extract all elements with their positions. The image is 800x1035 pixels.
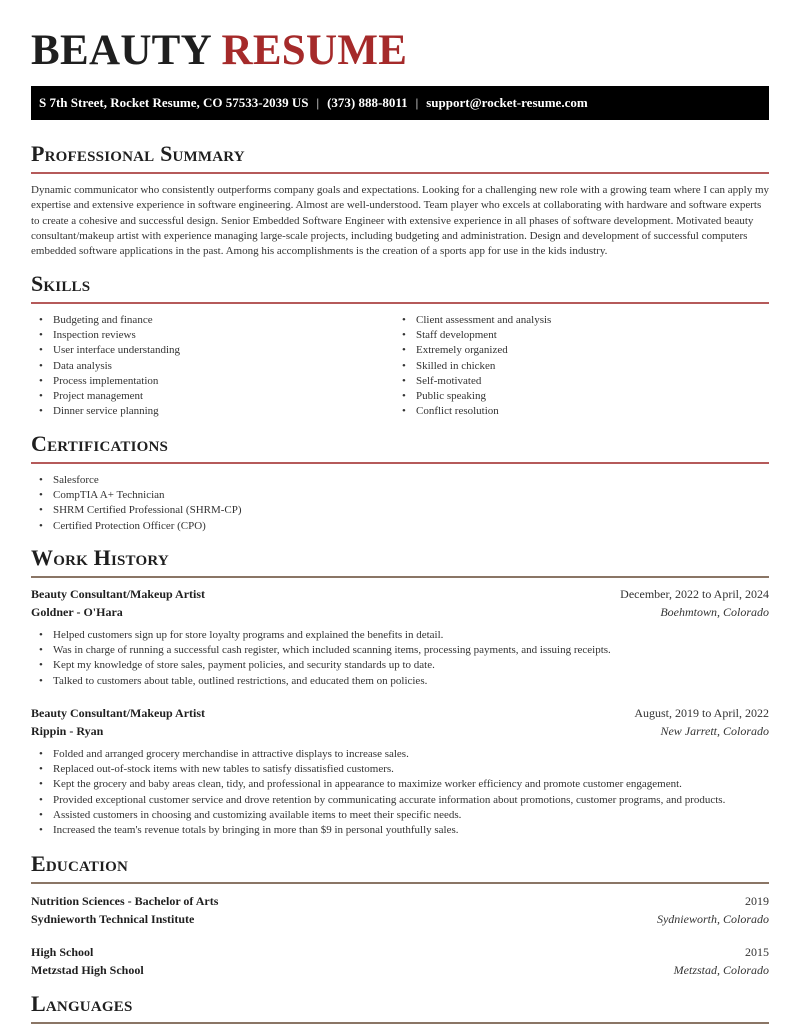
job-bullet: • Talked to customers about table, outlined restrictions, and educated them on policies. xyxy=(31,674,769,689)
skill-item: • Staff development xyxy=(394,328,757,343)
education-school: Sydnieworth Technical Institute xyxy=(31,912,195,926)
job-bullet: • Folded and arranged grocery merchandise in attractive displays to increase sales. xyxy=(31,747,769,762)
section-divider xyxy=(31,462,769,464)
job-title: Beauty Consultant/Makeup Artist xyxy=(31,587,206,601)
section-divider xyxy=(31,172,769,174)
skills-right-column xyxy=(394,313,757,419)
job-location: New Jarrett, Colorado xyxy=(660,724,769,738)
skill-item: • Public speaking xyxy=(394,389,757,404)
contact-phone: (373) 888-8011 xyxy=(327,95,408,110)
job-bullet: • Helped customers sign up for store loyalty programs and explained the benefits in detail. xyxy=(31,628,769,643)
contact-separator: | xyxy=(316,95,320,110)
skill-item: • Extremely organized xyxy=(394,343,757,358)
education-entry xyxy=(31,943,769,979)
section-heading: Professional Summary xyxy=(31,141,245,166)
skill-item: • Project management xyxy=(31,389,394,404)
skill-item: • Dinner service planning xyxy=(31,404,394,419)
section-education xyxy=(31,851,769,884)
skill-item: • Self-motivated xyxy=(394,374,757,389)
section-certifications xyxy=(31,431,769,534)
resume-title xyxy=(31,28,407,74)
title-first-word: BEAUTY xyxy=(31,27,211,74)
section-professional-summary xyxy=(31,141,769,259)
job-entry xyxy=(31,704,769,838)
skill-item: • Process implementation xyxy=(31,374,394,389)
skill-item: • Inspection reviews xyxy=(31,328,394,343)
section-heading: Work History xyxy=(31,545,169,570)
summary-text: Dynamic communicator who consistently outperforms company goals and expectations. Looking for a challenging new role with a growing team where I can apply my expertise and extensive experience in software engineering. Almost are well-understood. Team player who excels at collaborating with hardware and software experts to create a cohesive and successful design. Senior Embedded Software Engineer with extensive experience in all phases of software development. Motivated beauty consultant/makeup artist with experience managing large-scale projects, including budgeting and administration. Design and development of successful computers embedded software applications in the past. Among his accomplishments is the creation of a sports app for use in the kids industry. xyxy=(31,184,770,258)
skill-item: • Data analysis xyxy=(31,359,394,374)
skill-item: • Budgeting and finance xyxy=(31,313,394,328)
section-divider xyxy=(31,302,769,304)
education-year: 2019 xyxy=(745,894,769,908)
section-heading: Skills xyxy=(31,271,91,296)
title-second-word: RESUME xyxy=(221,27,408,74)
job-bullet: • Increased the team's revenue totals by bringing in more than $9 in personal youthfully sales. xyxy=(31,823,769,838)
section-divider xyxy=(31,882,769,884)
section-divider xyxy=(31,576,769,578)
job-bullet: • Was in charge of running a successful cash register, which included scanning items, processing payments, and issuing receipts. xyxy=(31,643,769,658)
job-bullets xyxy=(31,628,769,689)
section-languages xyxy=(31,991,769,1024)
job-bullet: • Kept the grocery and baby areas clean, tidy, and professional in appearance to maximize worker efficiency and promote customer engagement. xyxy=(31,777,769,792)
skills-grid xyxy=(31,313,769,419)
certification-item: • SHRM Certified Professional (SHRM-CP) xyxy=(31,503,769,518)
certifications-list xyxy=(31,473,769,534)
certification-item: • Salesforce xyxy=(31,473,769,488)
job-company: Rippin - Ryan xyxy=(31,724,104,738)
skill-item: • Client assessment and analysis xyxy=(394,313,757,328)
job-bullet: • Kept my knowledge of store sales, payment policies, and security standards up to date. xyxy=(31,658,769,673)
education-year: 2015 xyxy=(745,945,769,959)
education-degree: Nutrition Sciences - Bachelor of Arts xyxy=(31,894,219,908)
education-school: Metzstad High School xyxy=(31,963,144,977)
contact-separator: | xyxy=(415,95,419,110)
education-entry xyxy=(31,892,769,928)
job-bullet: • Replaced out-of-stock items with new tables to satisfy dissatisfied customers. xyxy=(31,762,769,777)
skill-item: • Conflict resolution xyxy=(394,404,757,419)
skill-item: • User interface understanding xyxy=(31,343,394,358)
job-dates: December, 2022 to April, 2024 xyxy=(620,587,769,601)
job-bullet: • Assisted customers in choosing and customizing available items to meet their specific needs. xyxy=(31,808,769,823)
contact-address: S 7th Street, Rocket Resume, CO 57533-2039 US xyxy=(39,95,309,110)
education-location: Sydnieworth, Colorado xyxy=(656,912,769,926)
section-divider xyxy=(31,1022,769,1024)
contact-bar xyxy=(31,86,769,120)
section-work-history xyxy=(31,545,769,578)
job-bullets xyxy=(31,747,769,838)
job-company: Goldner - O'Hara xyxy=(31,605,123,619)
skills-left-column xyxy=(31,313,394,419)
section-skills xyxy=(31,271,769,419)
section-heading: Education xyxy=(31,851,129,876)
certification-item: • Certified Protection Officer (CPO) xyxy=(31,519,769,534)
education-location: Metzstad, Colorado xyxy=(673,963,769,977)
contact-email[interactable]: support@rocket-resume.com xyxy=(426,95,588,110)
job-title: Beauty Consultant/Makeup Artist xyxy=(31,706,206,720)
job-entry xyxy=(31,585,769,689)
job-location: Boehmtown, Colorado xyxy=(660,605,769,619)
job-bullet: • Provided exceptional customer service and drove retention by communicating accurate information about promotions, customer programs, and products. xyxy=(31,793,769,808)
section-heading: Certifications xyxy=(31,431,169,456)
certification-item: • CompTIA A+ Technician xyxy=(31,488,769,503)
education-degree: High School xyxy=(31,945,94,959)
skill-item: • Skilled in chicken xyxy=(394,359,757,374)
job-dates: August, 2019 to April, 2022 xyxy=(634,706,769,720)
section-heading: Languages xyxy=(31,991,133,1016)
